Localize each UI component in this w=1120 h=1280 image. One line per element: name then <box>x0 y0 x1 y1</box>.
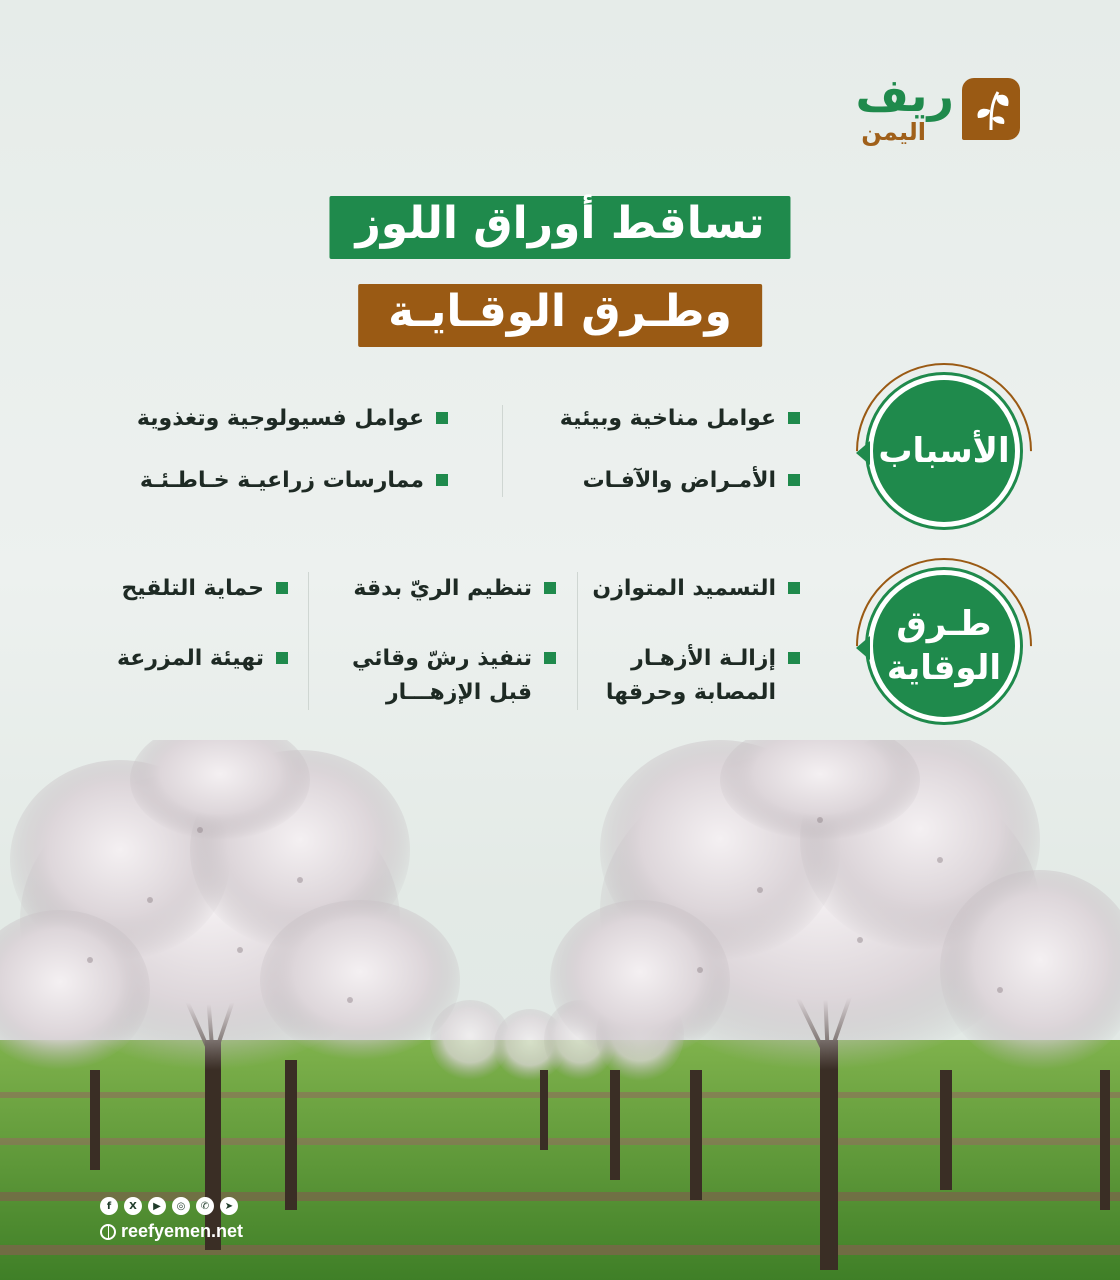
bullet-icon <box>788 652 800 664</box>
footer <box>100 1197 243 1242</box>
leaf-badge-icon <box>962 78 1020 140</box>
bullet-icon <box>788 582 800 594</box>
causes-pointer <box>856 441 870 465</box>
x-icon[interactable]: X <box>124 1197 142 1215</box>
globe-icon <box>100 1224 116 1240</box>
prevention-item: تهيئة المزرعة <box>117 642 288 676</box>
bullet-icon <box>276 652 288 664</box>
divider <box>308 572 309 710</box>
prevention-label-line-2: الوقاية <box>886 648 1002 688</box>
facebook-icon[interactable]: f <box>100 1197 118 1215</box>
causes-circle <box>868 375 1020 527</box>
prevention-item: حماية التلقيح <box>121 572 288 606</box>
prevention-item: التسميد المتوازن <box>592 572 800 606</box>
telegram-icon[interactable]: ➤ <box>220 1197 238 1215</box>
social-icons <box>100 1197 243 1215</box>
bullet-icon <box>436 474 448 486</box>
bullet-icon <box>788 474 800 486</box>
bullet-icon <box>544 652 556 664</box>
brand-logo <box>780 68 1020 154</box>
prevention-item: تنظيم الريّ بدقة <box>353 572 556 606</box>
cause-item: الأمـراض والآفـات <box>583 464 800 498</box>
logo-main-text: ريف <box>855 68 954 122</box>
divider <box>502 405 503 497</box>
bullet-icon <box>788 412 800 424</box>
prevention-pointer <box>856 636 870 660</box>
prevention-label-line-1: طـرق <box>896 603 992 644</box>
title-line-2: وطـرق الوقـايـة <box>358 284 762 347</box>
causes-label: الأسباب <box>878 431 1010 471</box>
prevention-item: تنفيذ رشّ وقائي قبل الإزهـــار <box>352 642 556 710</box>
prevention-circle <box>868 570 1020 722</box>
cause-item: عوامل فسيولوجية وتغذوية <box>137 402 448 436</box>
website-link[interactable] <box>100 1221 243 1242</box>
whatsapp-icon[interactable]: ✆ <box>196 1197 214 1215</box>
title-line-1: تساقط أوراق اللوز <box>329 196 790 259</box>
prevention-item: إزالـة الأزهـار المصابة وحرقها <box>606 642 800 710</box>
cause-item: ممارسات زراعيـة خـاطـئـة <box>140 464 448 498</box>
logo-sub-text: اليمن <box>861 118 926 146</box>
instagram-icon[interactable]: ◎ <box>172 1197 190 1215</box>
cause-item: عوامل مناخية وبيئية <box>560 402 800 436</box>
youtube-icon[interactable]: ▶ <box>148 1197 166 1215</box>
bullet-icon <box>276 582 288 594</box>
website-text: reefyemen.net <box>121 1221 244 1241</box>
divider <box>577 572 578 710</box>
bullet-icon <box>436 412 448 424</box>
bullet-icon <box>544 582 556 594</box>
